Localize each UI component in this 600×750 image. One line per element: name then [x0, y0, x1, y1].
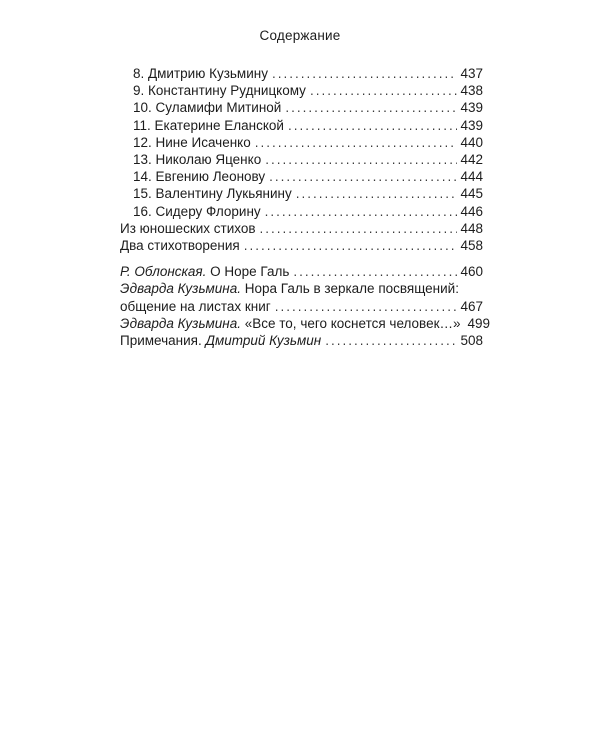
- page-number: 439: [460, 100, 483, 116]
- dot-leader: [325, 332, 457, 349]
- page-number: 438: [460, 83, 483, 99]
- toc-entry-line1: [120, 280, 483, 297]
- numbered-entries: [120, 65, 483, 220]
- dot-leader: [285, 99, 457, 116]
- entry-author: Дмитрий Кузьмин: [201, 333, 322, 349]
- entry-text: 12. Нине Исаченко: [133, 134, 251, 150]
- toc-entry: [120, 168, 483, 185]
- page-number: 440: [460, 134, 483, 150]
- entry-text: 11. Екатерине Еланской: [133, 117, 284, 133]
- page-number: 508: [460, 333, 483, 349]
- toc-entry: [120, 65, 483, 82]
- entry-author: Эдварда Кузьмина.: [120, 281, 241, 297]
- entry-label: [133, 82, 306, 99]
- page-number: 446: [460, 203, 483, 219]
- dot-leader: [310, 82, 458, 99]
- entry-text: 15. Валентину Лукьянину: [133, 186, 292, 202]
- toc-entry: [120, 185, 483, 202]
- toc-entry: [120, 263, 483, 280]
- entry-text: «Все то, чего коснется человек…»: [241, 315, 461, 331]
- toc-entry: [120, 151, 483, 168]
- dot-leader: [255, 134, 458, 151]
- entry-label: [120, 263, 289, 280]
- entry-text: 13. Николаю Яценко: [133, 152, 262, 168]
- entry-label: [133, 134, 251, 151]
- toc-entry: [120, 82, 483, 99]
- table-of-contents: [120, 65, 491, 349]
- dot-leader: [288, 117, 458, 134]
- dot-leader: [293, 263, 457, 280]
- entry-label: [120, 237, 240, 254]
- page-number: 437: [460, 66, 483, 81]
- dot-leader: [269, 168, 457, 185]
- entry-label: [133, 117, 284, 134]
- entry-text: О Норе Галь: [206, 264, 290, 280]
- entry-text: Примечания.: [120, 333, 202, 349]
- entry-label: [133, 168, 265, 185]
- entry-label: [133, 65, 268, 82]
- page-number: 499: [467, 315, 491, 331]
- page-number: 445: [460, 186, 483, 202]
- entry-label: [120, 315, 461, 332]
- toc-entry: [120, 237, 483, 254]
- dot-leader: [244, 237, 458, 254]
- page-number: 439: [460, 117, 483, 133]
- entry-author: Эдварда Кузьмина.: [120, 315, 241, 331]
- toc-entry: [120, 332, 483, 349]
- page-number: 458: [460, 238, 483, 254]
- page-title: Содержание: [259, 28, 341, 43]
- dot-leader: [265, 203, 458, 220]
- entry-label: [133, 151, 261, 168]
- dot-leader: [296, 185, 458, 202]
- entry-text: 14. Евгению Леонову: [133, 169, 266, 185]
- section-entries: [120, 220, 483, 254]
- page-number: 448: [460, 220, 483, 236]
- entry-text: общение на листах книг: [120, 298, 271, 314]
- entry-text: 16. Сидеру Флорину: [133, 203, 261, 219]
- entry-author: Р. Облонская.: [120, 264, 207, 280]
- toc-entry: [120, 203, 483, 220]
- dot-leader: [265, 151, 457, 168]
- dot-leader: [260, 220, 458, 237]
- entry-label: [120, 298, 271, 315]
- toc-entry: [120, 298, 483, 315]
- entry-text: Два стихотворения: [120, 238, 240, 254]
- toc-entry: [120, 220, 483, 237]
- entry-label: [120, 332, 321, 349]
- toc-entry: [120, 134, 483, 151]
- toc-entry: [120, 315, 491, 332]
- page-number: 444: [460, 169, 483, 185]
- entry-label: [133, 185, 292, 202]
- appendix-entries: [120, 263, 491, 349]
- page-number: 467: [460, 298, 483, 314]
- toc-entry: [120, 99, 483, 116]
- entry-text: Из юношеских стихов: [120, 220, 256, 236]
- dot-leader: [275, 298, 458, 315]
- entry-text: 9. Константину Рудницкому: [133, 83, 306, 99]
- entry-label: [133, 99, 281, 116]
- dot-leader: [272, 65, 458, 82]
- entry-label: [133, 203, 261, 220]
- entry-text: 8. Дмитрию Кузьмину: [133, 66, 268, 81]
- entry-text: 10. Суламифи Митиной: [133, 100, 282, 116]
- entry-text: Нора Галь в зеркале посвящений:: [241, 281, 459, 297]
- page-number: 460: [460, 264, 483, 280]
- entry-label: [120, 220, 256, 237]
- page-number: 442: [460, 152, 483, 168]
- toc-entry: [120, 117, 483, 134]
